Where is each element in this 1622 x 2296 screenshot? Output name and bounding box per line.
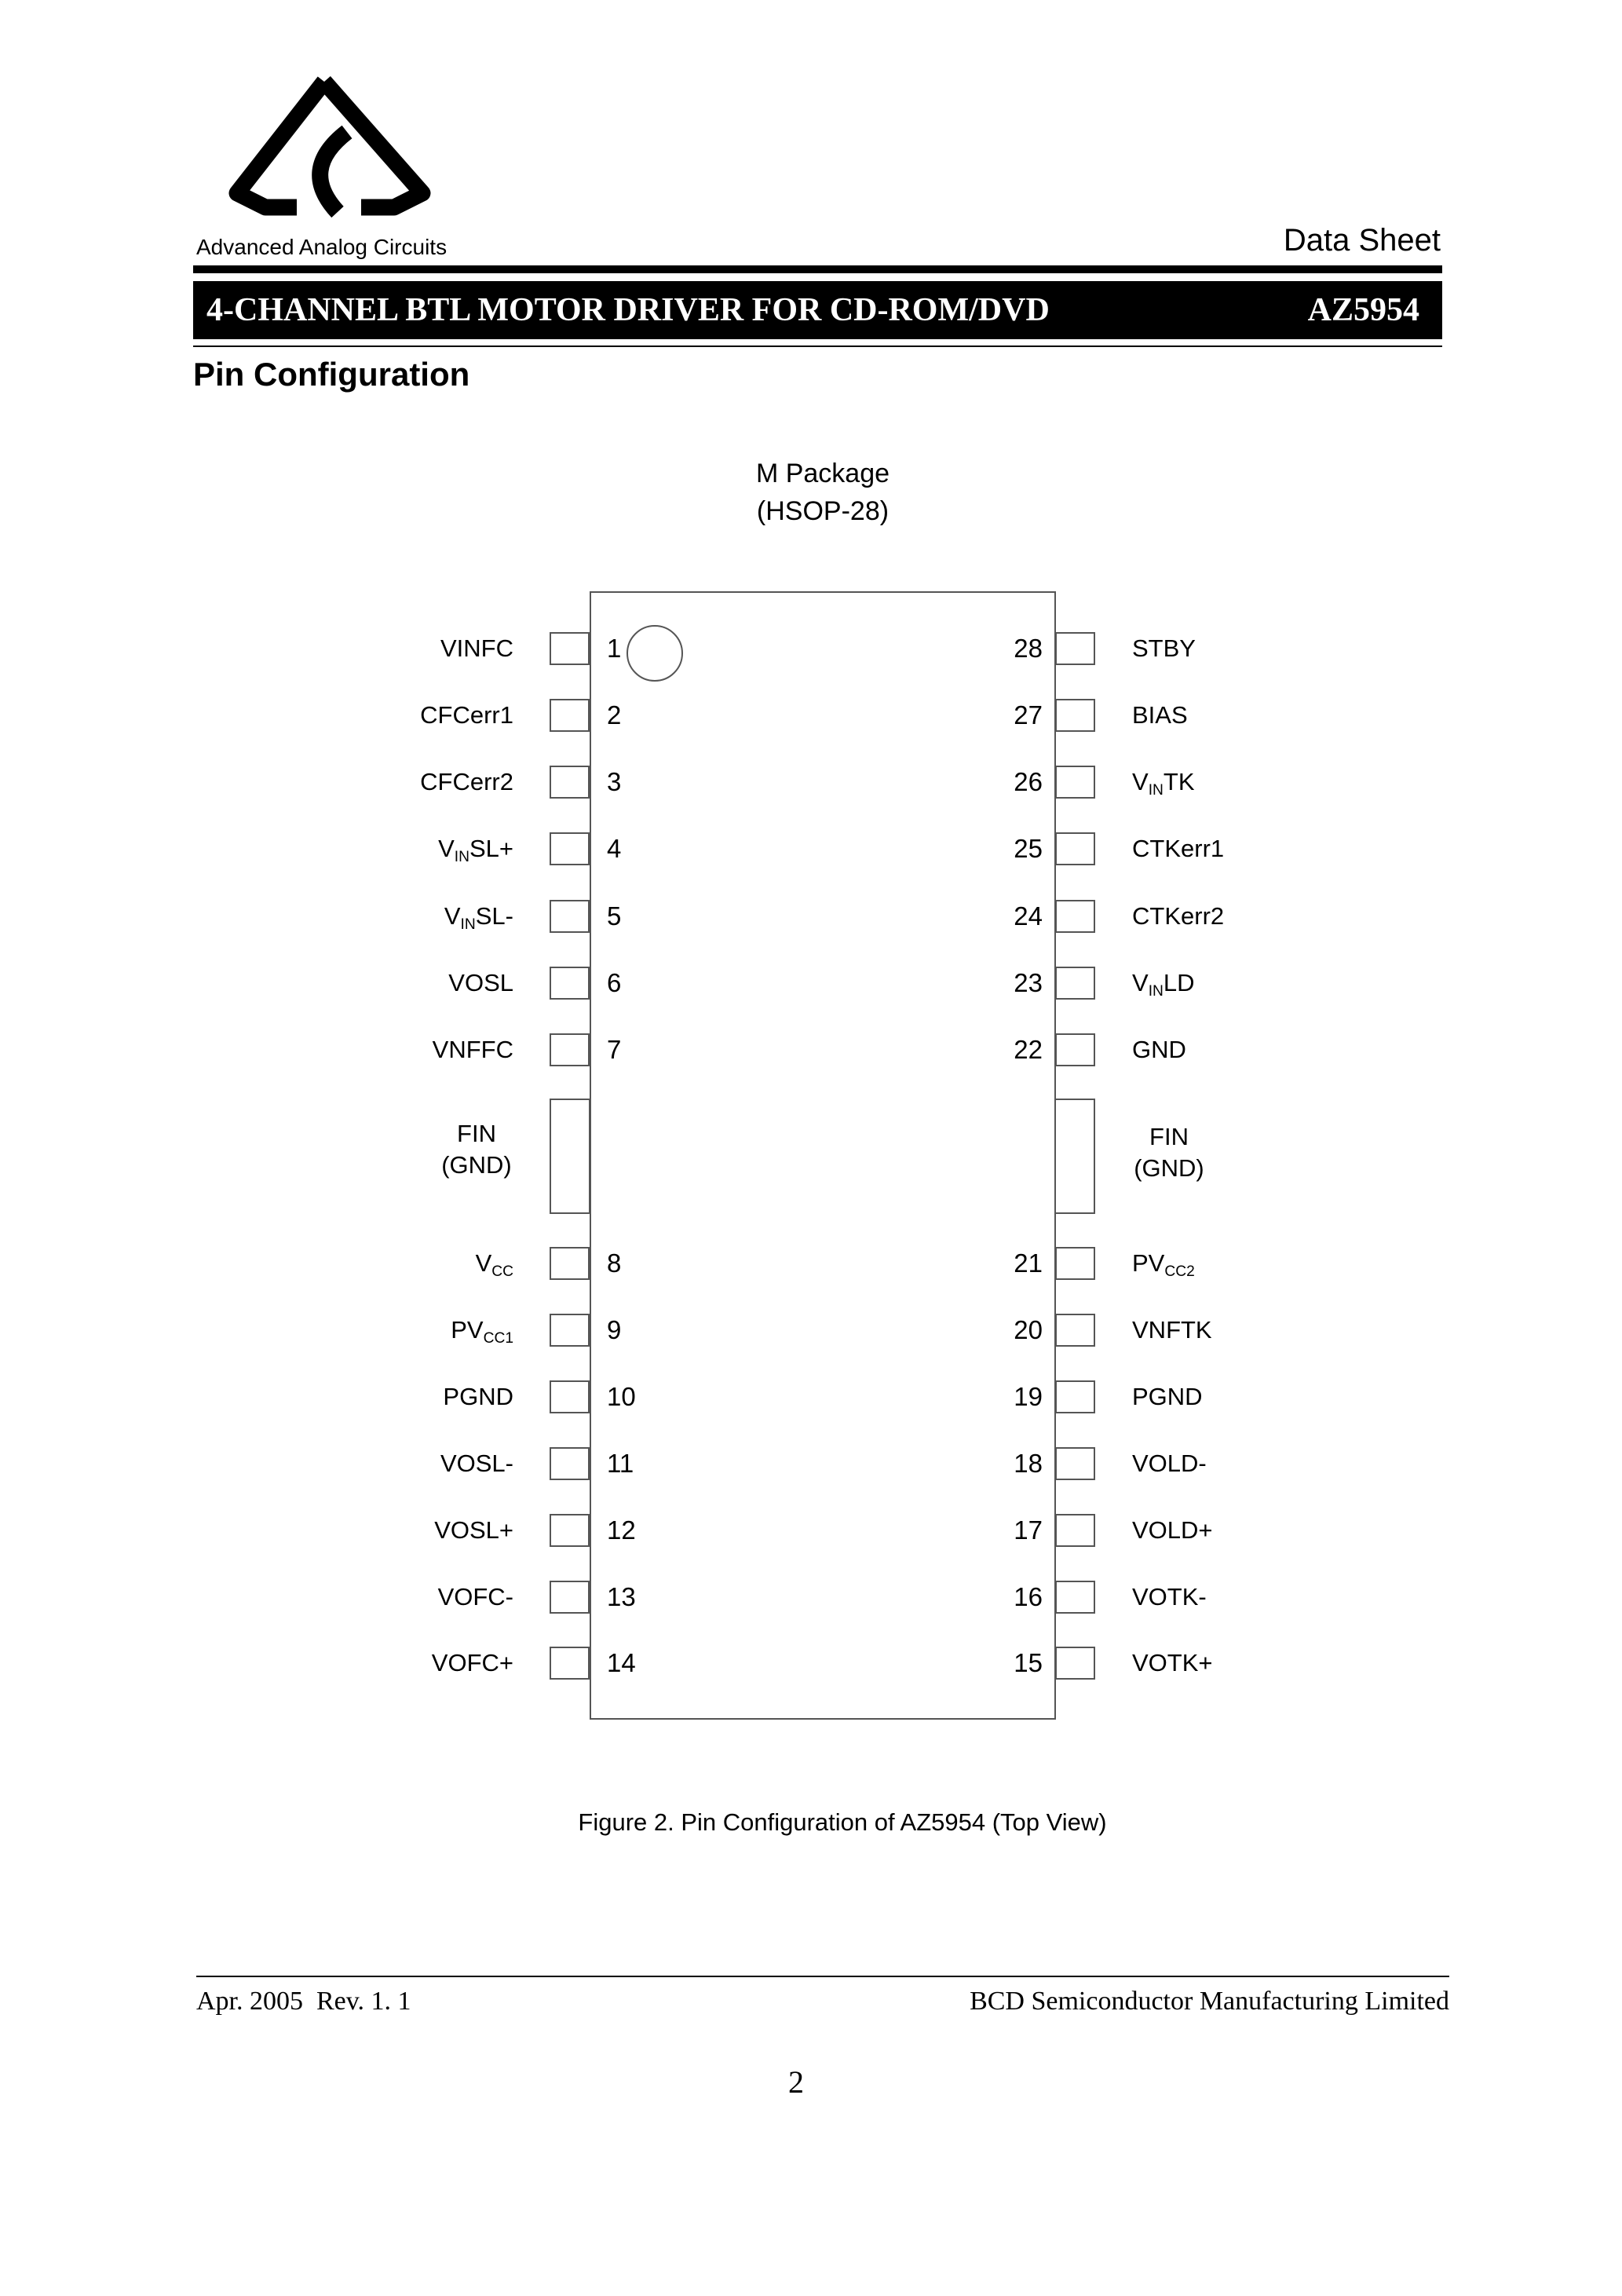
pin-27-number: 27 [1014, 700, 1043, 729]
pin-row-11 [0, 1446, 823, 1481]
pin-28-number: 28 [1014, 634, 1043, 663]
doc-type-label: Data Sheet [1283, 223, 1441, 258]
pin-24-lead [1055, 900, 1095, 933]
part-number: AZ5954 [1307, 292, 1419, 328]
pin-15-label: VOTK+ [1132, 1649, 1213, 1676]
pin-label-subscript: CC2 [1164, 1263, 1195, 1280]
pin-1-label: VINFC [440, 634, 513, 662]
fin-lead-right [1054, 1099, 1095, 1214]
footer-rule [196, 1976, 1449, 1977]
pin-22-label: GND [1132, 1036, 1186, 1063]
footer-date-revision: Apr. 2005 Rev. 1. 1 [196, 1987, 411, 2016]
pin-13-label: VOFC- [437, 1583, 513, 1610]
pin-7-label: VNFFC [432, 1036, 513, 1063]
pin-15-number: 15 [1014, 1648, 1043, 1677]
pin-label-main: V [438, 835, 455, 862]
pin-label-main: V [444, 902, 461, 930]
pin-row-23 [823, 966, 1622, 1000]
pin-row-1 [0, 631, 823, 666]
pin-row-4 [0, 832, 823, 866]
pin-3-label: CFCerr2 [420, 768, 513, 795]
pin-23-label [1132, 966, 1195, 1000]
pin-row-28 [823, 631, 1622, 666]
pin-16-number: 16 [1014, 1582, 1043, 1611]
pin-row-10 [0, 1380, 823, 1414]
pin-2-number: 2 [607, 700, 622, 729]
pin-1-number: 1 [607, 634, 622, 663]
pin-row-8 [0, 1246, 823, 1281]
pin-row-19 [823, 1380, 1622, 1414]
pin-14-label: VOFC+ [431, 1649, 513, 1676]
pin-label-subscript: IN [454, 848, 469, 865]
pin-25-lead [1055, 832, 1095, 865]
pin-row-14 [0, 1646, 823, 1680]
pin-22-lead [1055, 1033, 1095, 1066]
pin-24-number: 24 [1014, 901, 1043, 930]
pin-6-label: VOSL [448, 969, 513, 996]
package-name: M Package [755, 459, 890, 488]
document-title: 4-CHANNEL BTL MOTOR DRIVER FOR CD-ROM/DVD [206, 292, 1050, 328]
pin-4-lead [550, 832, 590, 865]
pin-label-subscript: IN [460, 916, 476, 933]
pin-19-number: 19 [1014, 1382, 1043, 1411]
pin-row-22 [823, 1033, 1622, 1067]
pin-row-2 [0, 698, 823, 733]
fin-lead-left [550, 1099, 590, 1214]
fin-label-line1: FIN [1149, 1123, 1189, 1150]
pin-21-label [1132, 1246, 1195, 1281]
pin-row-26 [823, 765, 1622, 799]
pin-20-number: 20 [1014, 1315, 1043, 1344]
header-rule-thin [193, 345, 1442, 347]
fin-label-line1: FIN [457, 1120, 496, 1147]
fin-label-right [1106, 1121, 1232, 1184]
figure-caption: Figure 2. Pin Configuration of AZ5954 (Top View) [578, 1808, 1107, 1836]
pin-11-label: VOSL- [440, 1450, 513, 1477]
pin-20-label: VNFTK [1132, 1316, 1212, 1344]
pin-13-lead [550, 1581, 590, 1614]
pin-3-lead [550, 766, 590, 799]
pin-row-20 [823, 1313, 1622, 1347]
pin-21-lead [1055, 1247, 1095, 1280]
pin-26-number: 26 [1014, 767, 1043, 796]
pin-row-21 [823, 1246, 1622, 1281]
pin-label-subscript: CC1 [483, 1329, 513, 1347]
pin-label-suffix: SL- [475, 902, 513, 930]
pin-label-suffix: TK [1163, 768, 1195, 795]
pin-28-label: STBY [1132, 634, 1196, 662]
pin-row-13 [0, 1580, 823, 1614]
pin-26-label [1132, 765, 1195, 799]
pin-row-18 [823, 1446, 1622, 1481]
pin-20-lead [1055, 1314, 1095, 1347]
pin-17-number: 17 [1014, 1515, 1043, 1545]
pin-label-main: V [1132, 969, 1149, 996]
pin-12-number: 12 [607, 1515, 636, 1545]
pin-6-lead [550, 967, 590, 1000]
pin-4-label [438, 832, 513, 866]
fin-label-line2: (GND) [1134, 1154, 1204, 1182]
pin-row-27 [823, 698, 1622, 733]
pin-28-lead [1055, 632, 1095, 665]
pin-row-12 [0, 1513, 823, 1548]
pin-10-label: PGND [443, 1383, 513, 1410]
pin-11-lead [550, 1447, 590, 1480]
pin-label-suffix: LD [1163, 969, 1195, 996]
pin-22-number: 22 [1014, 1035, 1043, 1064]
pin-7-lead [550, 1033, 590, 1066]
pin-23-number: 23 [1014, 968, 1043, 997]
fin-label-line2: (GND) [441, 1151, 512, 1179]
pin-row-15 [823, 1646, 1622, 1680]
chip-body [590, 591, 1056, 1720]
pin-label-main: V [475, 1249, 492, 1277]
pin-27-lead [1055, 699, 1095, 732]
fin-label-left [414, 1118, 539, 1181]
header-rule-thick [193, 265, 1442, 273]
pin-row-17 [823, 1513, 1622, 1548]
pin-18-number: 18 [1014, 1449, 1043, 1478]
pin-row-24 [823, 899, 1622, 934]
pin-label-subscript: CC [491, 1263, 513, 1280]
pin-8-number: 8 [607, 1249, 622, 1278]
pin-4-number: 4 [607, 834, 622, 863]
pin-8-lead [550, 1247, 590, 1280]
footer-company: BCD Semiconductor Manufacturing Limited [970, 1987, 1449, 2016]
pin-1-lead [550, 632, 590, 665]
pin-12-lead [550, 1514, 590, 1547]
pin-9-number: 9 [607, 1315, 622, 1344]
pin-17-lead [1055, 1514, 1095, 1547]
pin-2-lead [550, 699, 590, 732]
pin-row-7 [0, 1033, 823, 1067]
pin-row-9 [0, 1313, 823, 1347]
pin-label-main: PV [451, 1316, 484, 1344]
pin-3-number: 3 [607, 767, 622, 796]
pin-label-main: V [1132, 768, 1149, 795]
pin-7-number: 7 [607, 1035, 622, 1064]
pin-16-label: VOTK- [1132, 1583, 1207, 1610]
pin-row-3 [0, 765, 823, 799]
pin-row-16 [823, 1580, 1622, 1614]
pin-5-number: 5 [607, 901, 622, 930]
title-banner [193, 281, 1442, 339]
pin-26-lead [1055, 766, 1095, 799]
pin-10-number: 10 [607, 1382, 636, 1411]
pin-13-number: 13 [607, 1582, 636, 1611]
pin-17-label: VOLD+ [1132, 1516, 1213, 1544]
pin-16-lead [1055, 1581, 1095, 1614]
pin-12-label: VOSL+ [434, 1516, 513, 1544]
pin-2-label: CFCerr1 [420, 701, 513, 729]
pin-5-lead [550, 900, 590, 933]
logo-text: Advanced Analog Circuits [196, 235, 448, 259]
pin-9-label [451, 1313, 513, 1347]
pin-24-label: CTKerr2 [1132, 902, 1225, 930]
pin-21-number: 21 [1014, 1249, 1043, 1278]
pin-row-6 [0, 966, 823, 1000]
pin-6-number: 6 [607, 968, 622, 997]
pin-19-lead [1055, 1380, 1095, 1413]
pin-18-label: VOLD- [1132, 1450, 1207, 1477]
pin-18-lead [1055, 1447, 1095, 1480]
pin-19-label: PGND [1132, 1383, 1203, 1410]
package-code: (HSOP-28) [756, 496, 890, 526]
pin-8-label [476, 1246, 513, 1281]
pin-11-number: 11 [607, 1449, 634, 1478]
pin-10-lead [550, 1380, 590, 1413]
pin-23-lead [1055, 967, 1095, 1000]
pin-label-subscript: IN [1148, 781, 1164, 799]
pin-row-5 [0, 899, 823, 934]
pin-label-subscript: IN [1148, 982, 1164, 1000]
pin-label-main: PV [1132, 1249, 1165, 1277]
pin-14-lead [550, 1647, 590, 1680]
pin-5-label [444, 899, 513, 934]
pin-27-label: BIAS [1132, 701, 1188, 729]
pin-25-number: 25 [1014, 834, 1043, 863]
pin-row-25 [823, 832, 1622, 866]
pin-14-number: 14 [607, 1648, 636, 1677]
pin-15-lead [1055, 1647, 1095, 1680]
aac-logo-icon [220, 69, 440, 226]
pin-9-lead [550, 1314, 590, 1347]
pin-label-suffix: SL+ [469, 835, 513, 862]
section-title: Pin Configuration [193, 356, 470, 393]
pin-25-label: CTKerr1 [1132, 835, 1225, 862]
page-number: 2 [788, 2064, 804, 2100]
